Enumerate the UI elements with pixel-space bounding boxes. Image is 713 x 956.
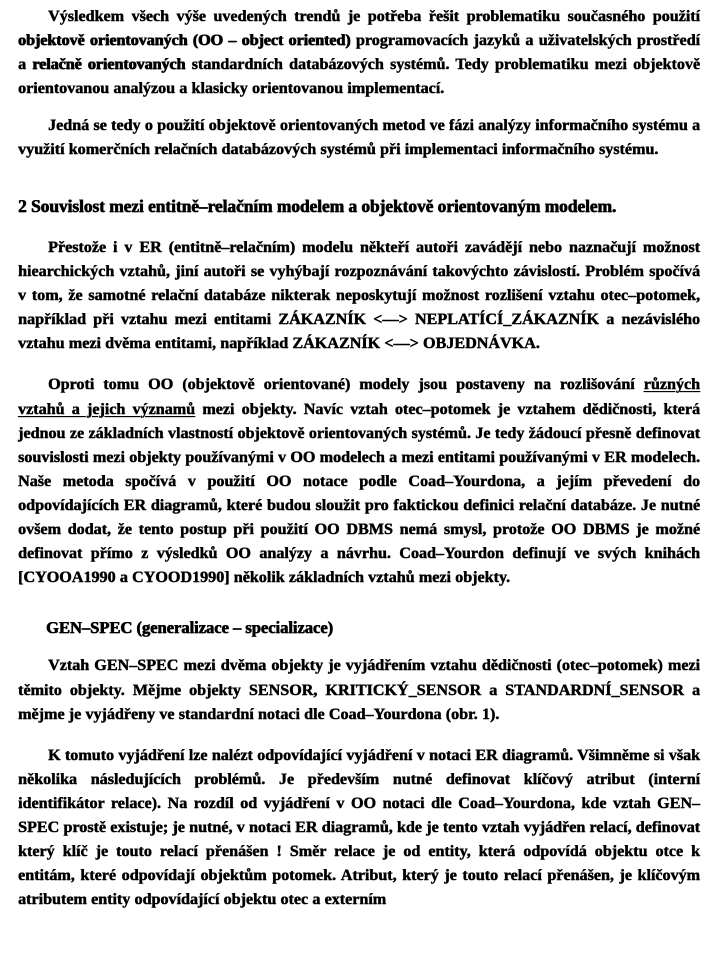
paragraph-1-run-1: Výsledkem všech výše uvedených trendů je potřeba řešit problematiku současného použití <box>48 7 700 25</box>
paragraph-4 <box>18 372 700 589</box>
paragraph-2: Jedná se tedy o použití objektově orientovaných metod ve fázi analýzy informačního systému a využití komerčních relačních databázových systémů při implementaci informačního systému. <box>18 116 700 159</box>
text-column <box>18 4 700 911</box>
paragraph-1-run-3: programovacích jazyků a uživatelských prostředí a <box>18 31 700 74</box>
paragraph-4-run-1: Oproti tomu OO (objektově orientované) modely jsou postaveny na rozlišování <box>48 375 644 394</box>
paragraph-1-bold-run-relacne: relačně orientovaných <box>32 55 186 74</box>
paragraph-4-underlined-run: různých vztahů a jejich významů <box>18 375 700 418</box>
section-heading-2: 2 Souvislost mezi entitně–relačním modelem a objektově orientovaným modelem. <box>18 195 617 216</box>
paragraph-1-bold-run-oo: objektově orientovaných (OO – object oriented) <box>18 31 351 50</box>
paragraph-5: Vztah GEN–SPEC mezi dvěma objekty je vyjádřením vztahu dědičnosti (otec–potomek) mezi těmito objekty. Mějme objekty SENSOR, KRITICKÝ_SENSOR a STANDARDNÍ_SENSOR a mějme je vyjádřeny ve standardní notaci dle Coad–Yourdona (obr. 1). <box>18 656 700 723</box>
paragraph-1-run-5: standardních databázových systémů. Tedy problematiku mezi objektově orientovanou analýzou a klasicky orientovanou implementací. <box>18 55 701 98</box>
paragraph-1 <box>18 4 700 100</box>
paragraph-6: K tomuto vyjádření lze nalézt odpovídající vyjádření v notaci ER diagramů. Všimněme si však několika následujících problémů. Je především nutné definovat klíčový atribut (interní identifikátor relace). Na rozdíl od vyjádření v OO notaci dle Coad–Yourdona, kde vztah GEN–SPEC prostě existuje; je nutné, v notaci ER diagramů, kde je tento vztah vyjádřen relací, definovat který klíč je touto relací přenášen ! Směr relace je od entity, která odpovídá objektu otce k entitám, které odpovídají objektům potomek. Atribut, který je touto relací přenášen, je klíčovým atributem entity odpovídající objektu otec a externím <box>18 745 700 909</box>
paragraph-4-run-3: mezi objekty. Navíc vztah otec–potomek je vztahem dědičnosti, která jednou ze základních vlastností objektově orientovaných systémů. Je tedy žádoucí přesně definovat souvislosti mezi objekty používanými v OO modelech a mezi entitami používanými v ER modelech. Naše metoda spočívá v použití OO notace podle Coad–Yourdona, a jejím převedení do odpovídajících ER diagramů, které budou sloužit pro faktickou definici relační databáze. Je nutné ovšem dodat, že tento postup při použití OO DBMS nemá smysl, protože OO DBMS je možné definovat přímo z výsledků OO analýzy a návrhu. Coad–Yourdon definují ve svých knihách [CYOOA1990 a CYOOD1990] několik základních vztahů mezi objekty. <box>18 399 700 587</box>
subsection-heading-gen-spec: GEN–SPEC (generalizace – specializace) <box>46 618 334 638</box>
paragraph-3: Přestože i v ER (entitně–relačním) modelu někteří autoři zavádějí nebo naznačují možnost hiearchických vztahů, jiní autoři se vyhýbají rozpoznávání takovýchto závislostí. Problém spočívá v tom, že samotné relační databáze nikterak neposkytují možnost rozlišení vztahu otec–potomek, například při vztahu mezi entitami ZÁKAZNÍK <—> NEPLATÍCÍ_ZÁKAZNÍK a nezávislého vztahu mezi dvěma entitami, například ZÁKAZNÍK <—> OBJEDNÁVKA. <box>18 237 700 353</box>
